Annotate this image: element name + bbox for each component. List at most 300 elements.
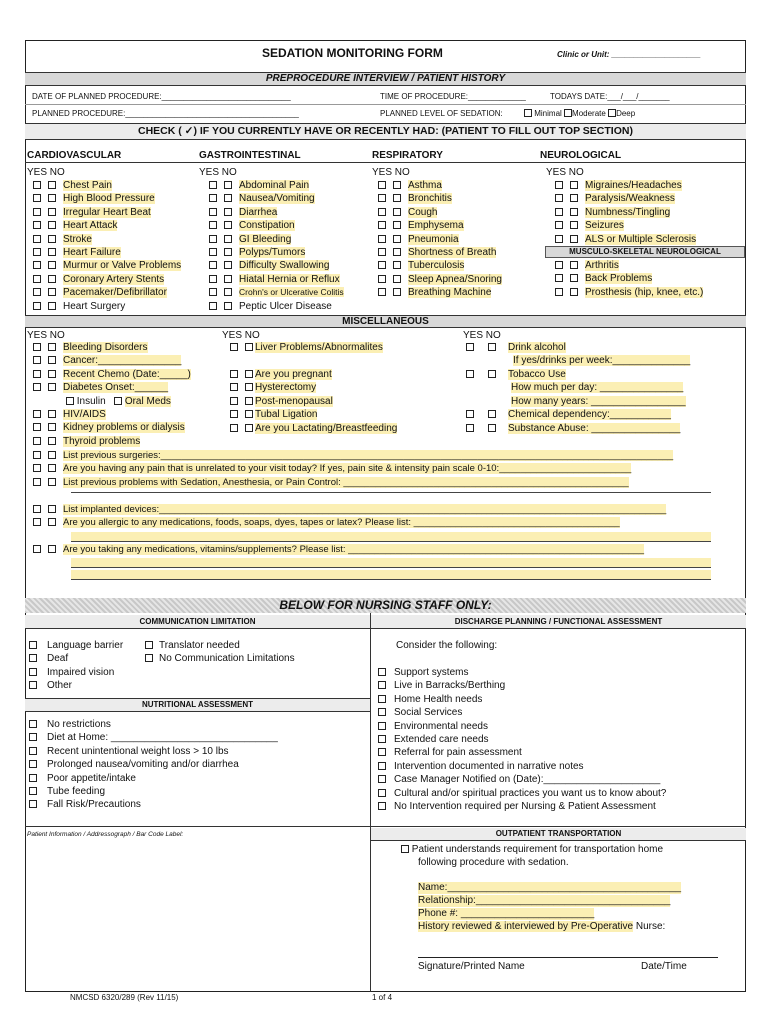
nursing-bar: BELOW FOR NURSING STAFF ONLY:: [279, 598, 492, 612]
item-label: Substance Abuse: ________________: [508, 423, 681, 434]
allergic-line2[interactable]: [71, 532, 711, 542]
item-label: Cough: [408, 206, 438, 218]
item-checkbox[interactable]: [29, 654, 37, 662]
item-label: Live in Barracks/Berthing: [394, 680, 506, 692]
cardio-item: [33, 247, 121, 259]
yes-checkbox[interactable]: [33, 437, 41, 445]
no-checkbox[interactable]: [48, 451, 56, 459]
planned-proc-field[interactable]: PLANNED PROCEDURE:_______________________________________: [32, 109, 299, 118]
item-label: Thyroid problems: [63, 435, 141, 447]
comm-item: [29, 667, 114, 679]
misc-question-allergic: [33, 517, 620, 528]
question-label[interactable]: List implanted devices:________________________________________________________________________________________________: [63, 504, 667, 515]
no-checkbox[interactable]: [570, 208, 578, 216]
no-checkbox[interactable]: [393, 181, 401, 189]
page-number: 1 of 4: [372, 993, 393, 1002]
yes-checkbox[interactable]: [555, 208, 563, 216]
no-checkbox[interactable]: [48, 505, 56, 513]
item-checkbox[interactable]: [378, 708, 386, 716]
item-label: Sleep Apnea/Snoring: [408, 273, 502, 285]
date-planned-field[interactable]: DATE OF PLANNED PROCEDURE:_____________________________: [32, 92, 291, 101]
item-checkbox[interactable]: [378, 802, 386, 810]
item-label: Crohn's or Ulcerative Colitis: [239, 287, 344, 298]
yes-checkbox[interactable]: [555, 194, 563, 202]
no-checkbox[interactable]: [48, 194, 56, 202]
check-banner: CHECK ( ✓) IF YOU CURRENTLY HAVE OR RECENTLY HAD: (PATIENT TO FILL OUT TOP SECTION): [25, 123, 746, 140]
no-checkbox[interactable]: [48, 221, 56, 229]
yes-checkbox[interactable]: [230, 424, 238, 432]
item-label: Home Health needs: [394, 693, 483, 705]
comm-item: [29, 653, 68, 665]
question-label[interactable]: List previous problems with Sedation, Anesthesia, or Pain Control: ______________________________________________________: [63, 477, 629, 488]
divider: [25, 826, 746, 827]
item-label: Pacemaker/Defibrillator: [63, 287, 167, 299]
cardio-yes-no: YES NO: [27, 167, 65, 178]
discharge-item: [378, 721, 488, 733]
no-checkbox[interactable]: [245, 410, 253, 418]
item-label: Peptic Ulcer Disease: [239, 300, 332, 312]
item-label: Other: [47, 680, 73, 692]
no-checkbox[interactable]: [245, 383, 253, 391]
preproc-bar: PREPROCEDURE INTERVIEW / PATIENT HISTORY: [25, 72, 746, 86]
no-checkbox[interactable]: [488, 370, 496, 378]
cardio-item: [33, 287, 167, 299]
no-checkbox[interactable]: [224, 275, 232, 283]
item-label: Emphysema: [408, 220, 464, 232]
resp-item: [378, 234, 459, 246]
item-label: Asthma: [408, 180, 442, 191]
nutri-item: [29, 746, 229, 758]
divider: [25, 162, 746, 163]
item-label: No Intervention required per Nursing & Patient Assessment: [394, 801, 656, 812]
no-checkbox[interactable]: [48, 478, 56, 486]
yes-checkbox[interactable]: [33, 302, 41, 310]
no-checkbox[interactable]: [48, 275, 56, 283]
misc-item: [230, 423, 397, 435]
transport-line2: following procedure with sedation.: [418, 857, 569, 868]
item-label: Prolonged nausea/vomiting and/or diarrhea: [47, 759, 239, 771]
neuro-item: [555, 220, 624, 232]
no-checkbox[interactable]: [245, 343, 253, 351]
yes-checkbox[interactable]: [466, 424, 474, 432]
nutri-item: [29, 759, 239, 771]
yes-checkbox[interactable]: [209, 288, 217, 296]
item-checkbox[interactable]: [29, 800, 37, 808]
yes-checkbox[interactable]: [209, 208, 217, 216]
misc-yes-no-2: YES NO: [222, 330, 260, 341]
yes-checkbox[interactable]: [33, 370, 41, 378]
no-checkbox[interactable]: [48, 235, 56, 243]
no-checkbox[interactable]: [393, 275, 401, 283]
item-checkbox[interactable]: [29, 681, 37, 689]
yes-checkbox[interactable]: [555, 181, 563, 189]
yes-checkbox[interactable]: [555, 274, 563, 282]
item-label: Murmur or Valve Problems: [63, 260, 182, 272]
item-label: Diabetes Onset:______: [63, 382, 169, 394]
discharge-item: [378, 667, 468, 679]
item-label: Coronary Artery Stents: [63, 273, 165, 285]
gastro-item: [209, 260, 329, 272]
item-label: Language barrier: [47, 640, 124, 651]
diabetes-type: Insulin Oral Meds: [66, 396, 171, 408]
item-label: Recent Chemo (Date:_____): [63, 368, 191, 380]
item-label: Intervention documented in narrative notes: [394, 760, 584, 772]
no-checkbox[interactable]: [224, 221, 232, 229]
transport-checkbox[interactable]: [401, 845, 409, 853]
item-label: Deaf: [47, 653, 69, 665]
item-checkbox[interactable]: [378, 775, 386, 783]
yes-checkbox[interactable]: [378, 181, 386, 189]
misc-item[interactable]: [511, 396, 686, 408]
misc-question-medications: [33, 544, 644, 555]
yes-checkbox[interactable]: [378, 275, 386, 283]
yes-checkbox[interactable]: [33, 518, 41, 526]
resp-title: RESPIRATORY: [372, 150, 443, 161]
misc-item: [230, 382, 316, 394]
yes-checkbox[interactable]: [230, 370, 238, 378]
item-label: How many years: _________________: [511, 396, 686, 407]
yes-checkbox[interactable]: [33, 478, 41, 486]
yes-checkbox[interactable]: [209, 261, 217, 269]
msk-item: [555, 273, 652, 285]
misc-question-sedation-problems: [33, 477, 629, 488]
item-checkbox[interactable]: [29, 641, 37, 649]
no-checkbox[interactable]: [570, 235, 578, 243]
resp-item: [378, 220, 464, 232]
yes-checkbox[interactable]: [33, 410, 41, 418]
yes-checkbox[interactable]: [33, 343, 41, 351]
comm-item: [29, 640, 123, 652]
medications-line2[interactable]: [71, 558, 711, 568]
no-checkbox[interactable]: [48, 423, 56, 431]
no-checkbox[interactable]: [393, 235, 401, 243]
yes-checkbox[interactable]: [209, 221, 217, 229]
no-checkbox[interactable]: [393, 261, 401, 269]
question-label[interactable]: Are you having any pain that is unrelated to your visit today? If yes, pain site & intensity pain scale 0-10:_________________________: [63, 463, 632, 474]
item-checkbox[interactable]: [145, 654, 153, 662]
no-checkbox[interactable]: [488, 410, 496, 418]
cardio-item: [33, 207, 151, 219]
question-label[interactable]: List previous surgeries:_________________________________________________________________________________________________: [63, 450, 674, 461]
item-checkbox[interactable]: [29, 760, 37, 768]
no-checkbox[interactable]: [48, 343, 56, 351]
yes-checkbox[interactable]: [555, 288, 563, 296]
no-checkbox[interactable]: [48, 248, 56, 256]
item-label: Constipation: [239, 220, 295, 232]
yes-checkbox[interactable]: [209, 235, 217, 243]
item-label: Translator needed: [159, 640, 240, 651]
comm-item: [145, 653, 295, 665]
item-label: Stroke: [63, 233, 92, 245]
no-checkbox[interactable]: [48, 370, 56, 378]
datetime-label: Date/Time: [641, 961, 687, 972]
yes-checkbox[interactable]: [33, 383, 41, 391]
no-checkbox[interactable]: [48, 181, 56, 189]
item-checkbox[interactable]: [29, 747, 37, 755]
misc-item: [230, 409, 317, 421]
no-checkbox[interactable]: [393, 208, 401, 216]
no-checkbox[interactable]: [224, 194, 232, 202]
yes-checkbox[interactable]: [230, 397, 238, 405]
item-checkbox[interactable]: [29, 774, 37, 782]
no-checkbox[interactable]: [245, 397, 253, 405]
item-label: Chest Pain: [63, 180, 112, 191]
item-checkbox[interactable]: [378, 735, 386, 743]
item-label: Abdominal Pain: [239, 180, 310, 191]
no-checkbox[interactable]: [245, 424, 253, 432]
no-checkbox[interactable]: [48, 288, 56, 296]
item-checkbox[interactable]: [378, 722, 386, 730]
gastro-item: [209, 207, 277, 219]
yes-checkbox[interactable]: [466, 370, 474, 378]
no-checkbox[interactable]: [224, 248, 232, 256]
msk-title: MUSCULO-SKELETAL NEUROLOGICAL: [545, 246, 745, 258]
signature-label: Signature/Printed Name: [418, 961, 525, 972]
question-label[interactable]: Are you taking any medications, vitamins/supplements? Please list: ________________________________________________________: [63, 544, 645, 555]
no-checkbox[interactable]: [48, 383, 56, 391]
no-checkbox[interactable]: [224, 302, 232, 310]
yes-checkbox[interactable]: [33, 208, 41, 216]
discharge-item: [378, 801, 656, 813]
oral-meds-checkbox[interactable]: [114, 397, 122, 405]
misc-bar: MISCELLANEOUS: [25, 315, 746, 328]
no-checkbox[interactable]: [48, 464, 56, 472]
item-label: Chemical dependency:___________: [508, 409, 671, 420]
no-checkbox[interactable]: [48, 302, 56, 310]
item-label: Nausea/Vomiting: [239, 193, 315, 205]
no-checkbox[interactable]: [48, 518, 56, 526]
no-checkbox[interactable]: [570, 221, 578, 229]
yes-checkbox[interactable]: [33, 248, 41, 256]
no-checkbox[interactable]: [224, 235, 232, 243]
transport-name-field[interactable]: Name:__________________________________________: [418, 882, 682, 893]
item-label: Hysterectomy: [255, 382, 317, 393]
no-checkbox[interactable]: [570, 194, 578, 202]
gastro-title: GASTROINTESTINAL: [199, 150, 301, 161]
no-checkbox[interactable]: [245, 370, 253, 378]
yes-checkbox[interactable]: [466, 343, 474, 351]
misc-item: [230, 342, 383, 354]
no-checkbox[interactable]: [570, 274, 578, 282]
yes-checkbox[interactable]: [33, 505, 41, 513]
no-checkbox[interactable]: [224, 181, 232, 189]
yes-checkbox[interactable]: [209, 275, 217, 283]
item-label: Are you pregnant: [255, 369, 332, 380]
yes-checkbox[interactable]: [209, 248, 217, 256]
discharge-item: [378, 707, 462, 719]
no-checkbox[interactable]: [570, 261, 578, 269]
no-checkbox[interactable]: [48, 410, 56, 418]
cardio-item: [33, 301, 125, 313]
yes-checkbox[interactable]: [33, 235, 41, 243]
no-checkbox[interactable]: [393, 194, 401, 202]
item-label: Breathing Machine: [408, 287, 492, 299]
form-number: NMCSD 6320/289 (Rev 11/15): [70, 993, 179, 1002]
item-checkbox[interactable]: [378, 789, 386, 797]
item-checkbox[interactable]: [378, 681, 386, 689]
yes-checkbox[interactable]: [555, 235, 563, 243]
misc-item: [230, 396, 333, 408]
misc-item[interactable]: [513, 355, 690, 367]
yes-checkbox[interactable]: [378, 221, 386, 229]
time-proc-field[interactable]: TIME OF PROCEDURE:_____________: [380, 92, 526, 101]
item-label: Polyps/Tumors: [239, 247, 306, 258]
yes-checkbox[interactable]: [378, 208, 386, 216]
discharge-item: [378, 761, 584, 773]
no-checkbox[interactable]: [393, 221, 401, 229]
resp-item: [378, 207, 437, 219]
no-checkbox[interactable]: [224, 208, 232, 216]
gastro-item: [209, 301, 332, 313]
nutri-item: [29, 799, 141, 811]
misc-yes-no-3: YES NO: [463, 330, 501, 341]
no-checkbox[interactable]: [570, 288, 578, 296]
yes-checkbox[interactable]: [33, 545, 41, 553]
cardio-item: [33, 234, 92, 246]
yes-checkbox[interactable]: [33, 464, 41, 472]
yes-checkbox[interactable]: [555, 221, 563, 229]
yes-checkbox[interactable]: [378, 261, 386, 269]
yes-checkbox[interactable]: [378, 248, 386, 256]
no-checkbox[interactable]: [224, 288, 232, 296]
item-label: Irregular Heart Beat: [63, 206, 151, 218]
question-label[interactable]: Are you allergic to any medications, foods, soaps, dyes, tapes or latex? Please list: _______________________________________: [63, 517, 620, 528]
consider-label: Consider the following:: [396, 640, 498, 651]
item-label: Are you Lactating/Breastfeeding: [255, 423, 398, 434]
deep-checkbox[interactable]: [608, 109, 616, 117]
item-label: Extended care needs: [394, 734, 489, 745]
item-label: ALS or Multiple Sclerosis: [585, 233, 697, 245]
item-checkbox[interactable]: [145, 641, 153, 649]
gastro-item: [209, 193, 315, 205]
no-checkbox[interactable]: [224, 261, 232, 269]
no-checkbox[interactable]: [393, 288, 401, 296]
no-checkbox[interactable]: [393, 248, 401, 256]
item-label: GI Bleeding: [239, 233, 292, 245]
form-title: SEDATION MONITORING FORM: [262, 46, 443, 60]
yes-checkbox[interactable]: [33, 423, 41, 431]
item-label: Tuberculosis: [408, 260, 465, 272]
item-label: Numbness/Tingling: [585, 206, 671, 218]
item-label: Pneumonia: [408, 233, 459, 245]
cardio-item: [33, 180, 112, 192]
misc-item: [33, 355, 181, 367]
transport-title: OUTPATIENT TRANSPORTATION: [371, 828, 746, 841]
neuro-item: [555, 207, 670, 219]
transport-relationship-field[interactable]: Relationship:___________________________________: [418, 895, 671, 906]
misc-item[interactable]: [511, 382, 683, 394]
no-checkbox[interactable]: [48, 437, 56, 445]
item-label: Difficulty Swallowing: [239, 260, 330, 272]
yes-checkbox[interactable]: [209, 302, 217, 310]
item-checkbox[interactable]: [378, 748, 386, 756]
discharge-item: [378, 747, 522, 759]
moderate-checkbox[interactable]: [564, 109, 572, 117]
item-checkbox[interactable]: [378, 668, 386, 676]
cardio-item: [33, 274, 164, 286]
signature-line[interactable]: [418, 957, 718, 958]
misc-yes-no-1: YES NO: [27, 330, 65, 341]
clinic-field[interactable]: Clinic or Unit: ____________________: [557, 50, 701, 59]
gastro-item: [209, 234, 291, 246]
misc-item: [466, 342, 566, 354]
discharge-item: [378, 774, 660, 786]
item-label: Seizures: [585, 220, 624, 232]
msk-item: [555, 260, 619, 272]
item-checkbox[interactable]: [29, 720, 37, 728]
comm-item: [145, 640, 240, 652]
yes-checkbox[interactable]: [33, 261, 41, 269]
resp-item: [378, 274, 502, 286]
no-checkbox[interactable]: [488, 343, 496, 351]
discharge-item: [378, 788, 666, 800]
yes-checkbox[interactable]: [33, 194, 41, 202]
yes-checkbox[interactable]: [378, 235, 386, 243]
yes-checkbox[interactable]: [230, 383, 238, 391]
yes-checkbox[interactable]: [33, 451, 41, 459]
yes-checkbox[interactable]: [209, 194, 217, 202]
yes-checkbox[interactable]: [33, 221, 41, 229]
item-checkbox[interactable]: [29, 733, 37, 741]
yes-checkbox[interactable]: [555, 261, 563, 269]
yes-checkbox[interactable]: [378, 194, 386, 202]
yes-checkbox[interactable]: [378, 288, 386, 296]
patient-info-label: Patient Information / Addressograph / Bar Code Label:: [27, 831, 184, 838]
minimal-checkbox[interactable]: [524, 109, 532, 117]
item-label: Arthritis: [585, 260, 619, 271]
item-checkbox[interactable]: [378, 762, 386, 770]
item-label: Case Manager Notified on (Date):_____________________: [394, 774, 661, 786]
item-label: Diet at Home: ______________________________: [47, 732, 278, 744]
item-checkbox[interactable]: [29, 787, 37, 795]
yes-checkbox[interactable]: [33, 181, 41, 189]
yes-checkbox[interactable]: [33, 288, 41, 296]
nutri-item: [29, 719, 111, 731]
no-checkbox[interactable]: [570, 181, 578, 189]
item-label: Prosthesis (hip, knee, etc.): [585, 286, 704, 298]
neuro-title: NEUROLOGICAL: [540, 150, 622, 161]
no-checkbox[interactable]: [48, 261, 56, 269]
neuro-item: [555, 180, 682, 192]
sedation-options: Minimal Moderate Deep: [524, 109, 635, 119]
transport-phone-field[interactable]: Phone #: ________________________: [418, 908, 595, 919]
item-checkbox[interactable]: [378, 695, 386, 703]
insulin-checkbox[interactable]: [66, 397, 74, 405]
todays-date-field[interactable]: TODAYS DATE:___/___/_______: [550, 92, 670, 101]
no-checkbox[interactable]: [48, 208, 56, 216]
medications-line3[interactable]: [71, 570, 711, 580]
yes-checkbox[interactable]: [230, 410, 238, 418]
sedation-problems-line2[interactable]: [71, 492, 711, 493]
misc-question-pain: [33, 463, 631, 474]
resp-yes-no: YES NO: [372, 167, 410, 178]
no-checkbox[interactable]: [488, 424, 496, 432]
no-checkbox[interactable]: [48, 545, 56, 553]
item-label: No Communication Limitations: [159, 653, 295, 665]
yes-checkbox[interactable]: [33, 275, 41, 283]
nutri-item: [29, 773, 136, 785]
yes-checkbox[interactable]: [466, 410, 474, 418]
item-label: Kidney problems or dialysis: [63, 422, 185, 434]
yes-checkbox[interactable]: [33, 356, 41, 364]
item-label: Poor appetite/intake: [47, 772, 136, 784]
misc-item: [33, 342, 148, 354]
yes-checkbox[interactable]: [230, 343, 238, 351]
no-checkbox[interactable]: [48, 356, 56, 364]
item-label: If yes/drinks per week:______________: [513, 355, 691, 366]
yes-checkbox[interactable]: [209, 181, 217, 189]
item-checkbox[interactable]: [29, 668, 37, 676]
